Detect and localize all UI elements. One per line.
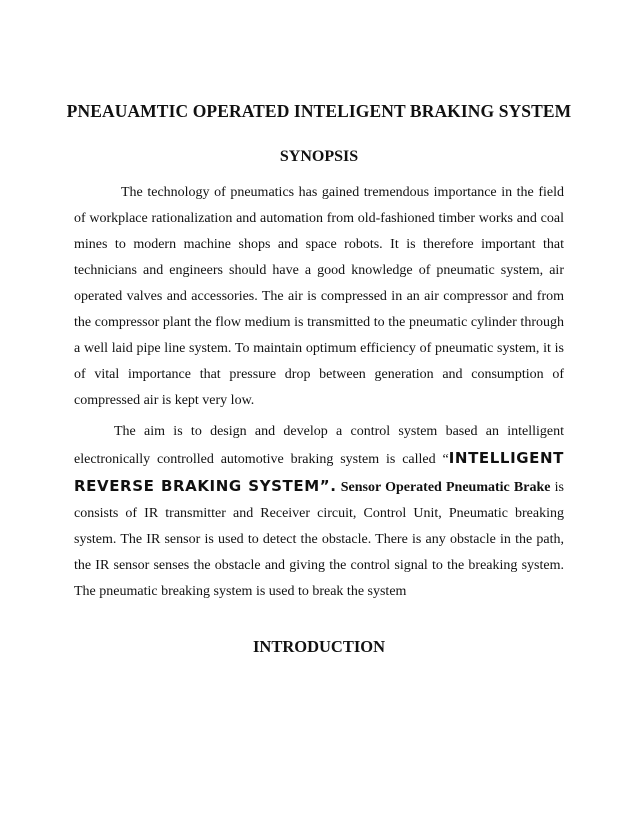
paragraph-2-rest: is consists of IR transmitter and Receiver circuit, Control Unit, Pneumatic breaking system. The IR sensor is used to detect the obstacle. There is any obstacle in the path, the IR sensor senses the obstacle and giving the control signal to the breaking system. The pneumatic breaking system is used to break the system — [74, 480, 564, 599]
introduction-heading: INTRODUCTION — [252, 637, 386, 656]
synopsis-paragraph-2 — [74, 419, 564, 605]
document-title: PNEAUAMTIC OPERATED INTELIGENT BRAKING SYSTEM — [66, 101, 572, 121]
synopsis-paragraph-1: The technology of pneumatics has gained tremendous importance in the field of workplace rationalization and automation from old-fashioned timber works and coal mines to modern machine shops and space robots. It is therefore important that technicians and engineers should have a good knowledge of pneumatic system, air operated valves and accessories. The air is compressed in an air compressor and from the compressor plant the flow medium is transmitted to the pneumatic cylinder through a well laid pipe line system. To maintain optimum efficiency of pneumatic system, it is of vital importance that pressure drop between generation and consumption of compressed air is kept very low. — [74, 185, 564, 408]
brake-name: Sensor Operated Pneumatic Brake — [340, 480, 551, 495]
system-name: INTELLIGENT REVERSE BRAKING SYSTEM”. — [74, 449, 564, 495]
paragraph-2-lead: The aim is to design and develop a control system based an intelligent electronically controlled automotive braking system is called “ — [74, 424, 564, 467]
synopsis-heading: SYNOPSIS — [279, 148, 359, 165]
